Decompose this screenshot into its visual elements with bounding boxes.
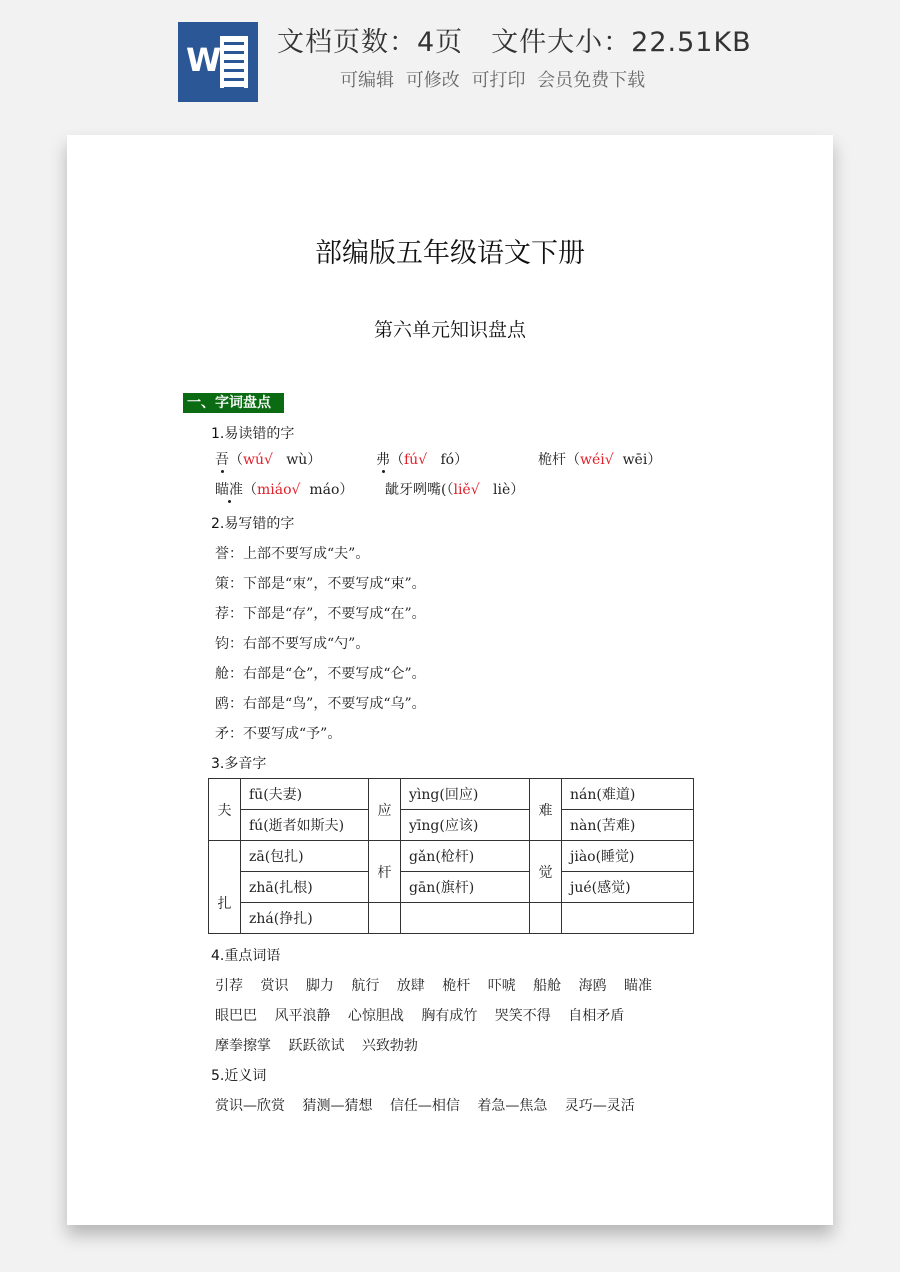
miswrite-item: 矛：不要写成“予”。 (215, 726, 342, 742)
table-cell: 觉 (530, 841, 562, 903)
table-cell: 杆 (369, 841, 401, 903)
table-cell: 难 (530, 779, 562, 841)
miswrite-item: 策：下部是“朿”，不要写成“束”。 (215, 576, 426, 592)
table-cell: nàn(苦难) (562, 810, 694, 841)
table-cell: gǎn(枪杆) (401, 841, 530, 872)
download-banner (0, 0, 900, 118)
table-cell (369, 903, 401, 934)
miswrite-item: 鸥：右部是“鸟”，不要写成“乌”。 (215, 696, 426, 712)
subheading-key-words: 4.重点词语 (211, 948, 281, 964)
table-row (209, 841, 694, 872)
key-words-line: 眼巴巴 风平浪静 心惊胆战 胸有成竹 哭笑不得 自相矛盾 (215, 1008, 625, 1024)
document-page (67, 135, 833, 1225)
table-cell: jiào(睡觉) (562, 841, 694, 872)
table-row (209, 810, 694, 841)
table-cell: 夫 (209, 779, 241, 841)
misread-item: 弗（fú√ fó） (376, 452, 469, 468)
miswrite-item: 钧：右部不要写成“勺”。 (215, 636, 370, 652)
table-cell: fú(逝者如斯夫) (241, 810, 369, 841)
key-words-line: 摩拳擦掌 跃跃欲试 兴致勃勃 (215, 1038, 418, 1054)
miswrite-item: 荐：下部是“存”，不要写成“在”。 (215, 606, 426, 622)
subheading-polyphone: 3.多音字 (211, 756, 267, 772)
table-cell: yìng(回应) (401, 779, 530, 810)
table-cell: jué(感觉) (562, 872, 694, 903)
table-cell: yīng(应该) (401, 810, 530, 841)
synonyms-line: 赏识—欣赏 猜测—猜想 信任—相信 着急—焦急 灵巧—灵活 (215, 1098, 635, 1114)
table-cell (562, 903, 694, 934)
table-cell: zā(包扎) (241, 841, 369, 872)
subheading-synonyms: 5.近义词 (211, 1068, 267, 1084)
table-cell: zhā(扎根) (241, 872, 369, 903)
table-cell: 应 (369, 779, 401, 841)
table-row (209, 779, 694, 810)
table-cell: zhá(挣扎) (241, 903, 369, 934)
document-subtitle: 第六单元知识盘点 (373, 319, 526, 341)
miswrite-item: 舱：右部是“仓”，不要写成“仑”。 (215, 666, 426, 682)
table-cell (530, 903, 562, 934)
table-cell: fū(夫妻) (241, 779, 369, 810)
misread-item: 瞄准（miáo√ máo） (215, 482, 354, 498)
key-words-line: 引荐 赏识 脚力 航行 放肆 桅杆 吓唬 船舱 海鸥 瞄准 (215, 978, 653, 994)
subheading-miswrite: 2.易写错的字 (211, 516, 295, 532)
table-cell (401, 903, 530, 934)
misread-item: 吾（wú√ wù） (215, 452, 322, 468)
miswrite-item: 誉：上部不要写成“夫”。 (215, 546, 370, 562)
table-cell: 扎 (209, 841, 241, 934)
document-features: 可编辑 可修改 可打印 会员免费下载 (340, 70, 646, 91)
table-row (209, 872, 694, 903)
section-heading: 一、字词盘点 (183, 393, 284, 413)
misread-item: 龇牙咧嘴(（liě√ liè） (385, 482, 525, 498)
word-document-icon: W (178, 22, 258, 102)
document-title: 部编版五年级语文下册 (315, 238, 585, 269)
subheading-misread: 1.易读错的字 (211, 426, 295, 442)
polyphone-table (208, 778, 694, 934)
table-row (209, 903, 694, 934)
table-cell: nán(难道) (562, 779, 694, 810)
document-info: 文档页数：4页 文件大小：22.51KB (277, 27, 752, 58)
misread-item: 桅杆（wéi√ wēi） (538, 452, 662, 468)
table-cell: gān(旗杆) (401, 872, 530, 903)
